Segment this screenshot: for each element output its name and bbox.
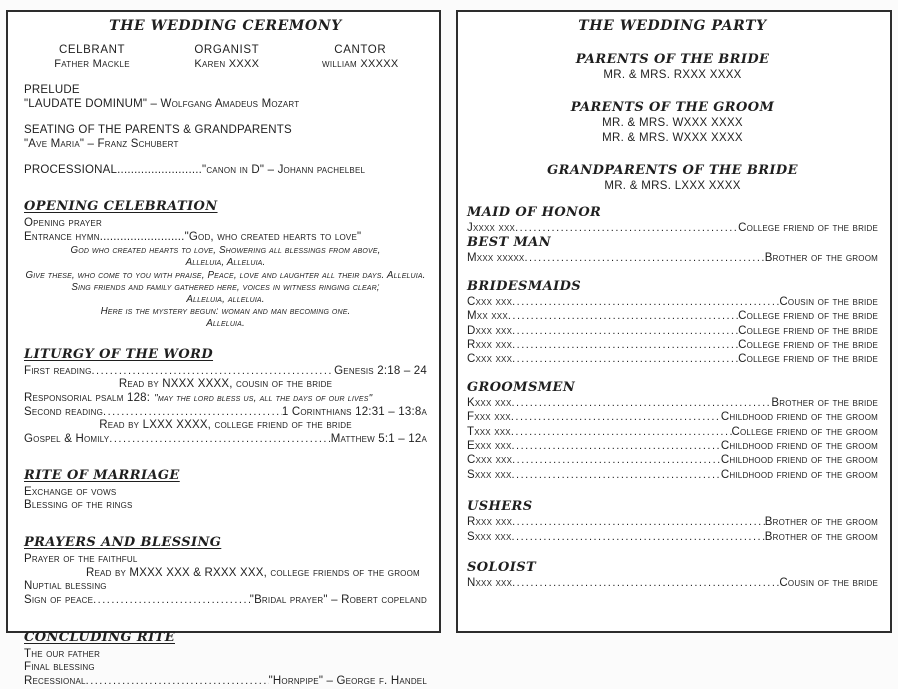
recessional-line: [24, 675, 427, 689]
best-man-heading: BEST MAN: [467, 235, 552, 251]
member-relation: Brother of the groom: [764, 530, 878, 543]
grandparents-of-bride-heading: GRANDPARENTS OF THE BRIDE: [547, 163, 798, 178]
ceremony-page: [6, 10, 441, 687]
leader-dots: [512, 453, 721, 467]
family-name: MR. & MRS. WXXX XXXX: [602, 132, 743, 144]
roster-entry: [467, 468, 878, 482]
ushers-section: [467, 499, 878, 544]
member-name: Exxx xxx: [467, 440, 512, 453]
entrance-hymn-piece: "God, who created hearts to love": [184, 230, 362, 243]
first-reading-label: First reading: [24, 364, 92, 377]
second-reading-line: [24, 406, 427, 420]
member-relation: Childhood friend of the groom: [720, 454, 878, 467]
member-relation: College friend of the bride: [738, 353, 878, 366]
roster-entry: [467, 410, 878, 424]
gospel-label: Gospel & Homily: [24, 432, 110, 445]
leader-dots: [512, 338, 738, 352]
psalm-line: [24, 392, 427, 406]
sign-of-peace-label: Sign of peace: [24, 593, 94, 606]
roster-entry: [467, 295, 878, 309]
member-relation: College friend of the groom: [731, 425, 878, 438]
member-name: Sxxx xxx: [467, 468, 512, 481]
seating-label: SEATING OF THE PARENTS & GRANDPARENTS: [24, 124, 292, 137]
ushers-heading: USHERS: [467, 499, 533, 515]
sign-of-peace-piece: "Bridal prayer" – Robert copeland: [249, 593, 427, 606]
roster-entry: [467, 309, 878, 323]
leader-dots: [524, 251, 764, 265]
gospel-ref: Matthew 5:1 – 12a: [330, 432, 427, 445]
member-name: Cxxx xxx: [467, 353, 513, 366]
member-relation: Brother of the bride: [771, 396, 878, 409]
member-name: Sxxx xxx: [467, 530, 512, 543]
party-page-title: THE WEDDING PARTY: [578, 18, 767, 34]
leader-dots: [512, 295, 779, 309]
leader-dots: .........................: [117, 164, 203, 177]
member-relation: Brother of the groom: [764, 516, 878, 529]
prelude-label: PRELUDE: [24, 84, 80, 96]
recessional-label: Recessional: [24, 674, 86, 687]
seating-piece: "Ave Maria" – Franz Schubert: [24, 137, 179, 150]
first-reading-ref: Genesis 2:18 – 24: [334, 364, 427, 377]
grandparents-of-bride-group: [467, 163, 878, 194]
member-name: Mxxx xxxxx: [467, 252, 525, 265]
parents-of-groom-heading: PARENTS OF THE GROOM: [570, 100, 775, 115]
second-reading-label: Second reading: [24, 405, 104, 418]
prayers-reader-line: Read by MXXX XXX & RXXX XXX, college friends of the groom: [86, 566, 420, 579]
member-name: Rxxx xxx: [467, 516, 513, 529]
member-name: Kxxx xxx: [467, 396, 512, 409]
officiant-role: ORGANIST: [194, 44, 260, 56]
first-reading-line: [24, 365, 427, 379]
member-name: Cxxx xxx: [467, 454, 513, 467]
member-relation: Childhood friend of the groom: [720, 411, 878, 424]
leader-dots: [86, 675, 269, 689]
maid-of-honor-heading: MAID OF HONOR: [467, 205, 602, 220]
hymn-verse-line: Alleluia.: [206, 318, 245, 330]
groomsmen-heading: GROOMSMEN: [467, 379, 576, 395]
leader-dots: [511, 425, 732, 439]
exchange-of-vows-line: Exchange of vows: [24, 485, 117, 498]
officiant-name: william XXXXX: [322, 58, 399, 70]
roster-entry: [467, 338, 878, 352]
processional-line: [24, 164, 427, 178]
parents-of-bride-group: [467, 52, 878, 83]
leader-dots: [511, 439, 720, 453]
processional-piece: "canon in D" – Johann pachelbel: [202, 164, 366, 177]
roster-entry: [467, 396, 878, 410]
prelude-piece: "LAUDATE DOMINUM" – Wolfgang Amadeus Mozart: [24, 97, 300, 110]
roster-entry: [467, 439, 878, 453]
seating-block: [24, 124, 427, 151]
member-name: Mxx xxx: [467, 310, 508, 323]
soloist-section: [467, 560, 878, 590]
sign-of-peace-line: [24, 594, 427, 608]
bridesmaids-section: [467, 279, 878, 367]
family-name: MR. & MRS. LXXX XXXX: [604, 180, 741, 192]
roster-entry: [467, 530, 878, 544]
leader-dots: [103, 406, 282, 420]
psalm-label: Responsorial psalm 128:: [24, 391, 151, 404]
hymn-verse-line: Sing friends and family gathered here, voices in witness ringing clear;: [71, 281, 380, 293]
officiant-cantor: [294, 44, 427, 71]
leader-dots: [93, 594, 250, 608]
hymn-verse-line: God who created hearts to love, Showering all blessings from above,: [70, 245, 381, 257]
leader-dots: [515, 221, 738, 235]
leader-dots: [508, 309, 738, 323]
member-name: Cxxx xxx: [467, 295, 513, 308]
officiants-row: [24, 44, 427, 71]
officiant-role: CANTOR: [334, 44, 387, 56]
parents-of-groom-group: [467, 100, 878, 146]
leader-dots: [511, 396, 771, 410]
leader-dots: [512, 515, 765, 529]
member-relation: Cousin of the bride: [779, 295, 878, 308]
leader-dots: [512, 324, 738, 338]
final-blessing-line: Final blessing: [24, 661, 95, 674]
roster-entry: [467, 453, 878, 467]
leader-dots: [92, 365, 335, 379]
first-reader-line: Read by NXXX XXXX, cousin of the bride: [118, 378, 333, 391]
member-name: Fxxx xxx: [467, 411, 511, 424]
opening-celebration-heading: OPENING CELEBRATION: [24, 198, 218, 214]
bridesmaids-heading: BRIDESMAIDS: [467, 278, 582, 294]
member-relation: Cousin of the bride: [779, 577, 878, 590]
roster-entry: [467, 221, 878, 235]
parents-of-bride-heading: PARENTS OF THE BRIDE: [575, 52, 770, 67]
concluding-rite-heading: CONCLUDING RITE: [24, 629, 175, 645]
leader-dots: [512, 576, 779, 590]
groomsmen-section: [467, 380, 878, 482]
hymn-verse: [24, 245, 427, 330]
roster-entry: [467, 425, 878, 439]
blessing-of-rings-line: Blessing of the rings: [24, 499, 133, 512]
gospel-line: [24, 433, 427, 447]
entrance-hymn-label: Entrance hymn: [24, 230, 100, 243]
leader-dots: [511, 410, 721, 424]
liturgy-heading: LITURGY OF THE WORD: [24, 346, 214, 362]
roster-entry: [467, 352, 878, 366]
officiant-name: Father Mackle: [54, 58, 130, 70]
officiant-celebrant: [24, 44, 160, 71]
member-name: Rxxx xxx: [467, 339, 513, 352]
member-name: Jxxxx xxx: [467, 222, 516, 234]
psalm-quote: "may the lord bless us, all the days of our lives": [154, 392, 373, 404]
member-name: Dxxx xxx: [467, 324, 513, 337]
member-name: Txxx xxx: [467, 425, 511, 438]
second-reading-ref: 1 Corinthians 12:31 – 13:8a: [281, 405, 427, 418]
officiant-name: Karen XXXX: [194, 58, 260, 70]
leader-dots: .........................: [99, 230, 185, 243]
family-name: MR. & MRS. WXXX XXXX: [602, 117, 743, 129]
officiant-organist: [160, 44, 293, 71]
roster-entry: [467, 515, 878, 529]
member-relation: Childhood friend of the groom: [720, 440, 878, 453]
leader-dots: [109, 433, 330, 447]
ceremony-page-title: THE WEDDING CEREMONY: [109, 18, 342, 34]
processional-label: PROCESSIONAL: [24, 164, 118, 177]
hymn-verse-line: Here is the mystery begun: woman and man becoming one.: [100, 306, 351, 318]
roster-entry: [467, 576, 878, 590]
hymn-verse-line: Give these, who come to you with praise, Peace, love and laughter all their days. Alleluia.: [25, 269, 426, 281]
our-father-line: The our father: [24, 647, 101, 660]
rite-of-marriage-heading: RITE OF MARRIAGE: [24, 467, 180, 483]
hymn-verse-line: Alleluia, Alleluia.: [185, 257, 266, 269]
recessional-piece: "Hornpipe" – George f. Handel: [268, 674, 427, 687]
member-relation: Brother of the groom: [764, 252, 878, 265]
wedding-party-page: [456, 10, 892, 633]
entrance-hymn-line: [24, 231, 427, 245]
roster-entry: [467, 251, 878, 265]
best-man-section: [467, 235, 878, 265]
nuptial-blessing-line: Nuptial blessing: [24, 580, 107, 593]
member-relation: College friend of the bride: [738, 310, 878, 323]
prelude-block: [24, 84, 427, 111]
roster-entry: [467, 324, 878, 338]
member-name: Nxxx xxx: [467, 577, 513, 590]
officiant-role: CELBRANT: [58, 44, 126, 56]
prayer-of-faithful-line: Prayer of the faithful: [24, 552, 138, 565]
member-relation: Childhood friend of the groom: [720, 468, 878, 481]
soloist-heading: SOLOIST: [467, 560, 537, 576]
leader-dots: [511, 530, 764, 544]
hymn-verse-line: Alleluia, alleluia.: [186, 293, 265, 305]
leader-dots: [511, 468, 720, 482]
leader-dots: [512, 352, 738, 366]
member-relation: College friend of the bride: [738, 324, 878, 337]
member-relation: College friend of the bride: [738, 222, 878, 234]
family-name: MR. & MRS. RXXX XXXX: [603, 69, 742, 81]
prayers-blessing-heading: PRAYERS AND BLESSING: [24, 534, 222, 550]
second-reader-line: Read by LXXX XXXX, college friend of the bride: [99, 419, 352, 432]
opening-prayer-line: Opening prayer: [24, 216, 102, 229]
maid-of-honor-section: [467, 205, 878, 235]
member-relation: College friend of the bride: [738, 339, 878, 352]
